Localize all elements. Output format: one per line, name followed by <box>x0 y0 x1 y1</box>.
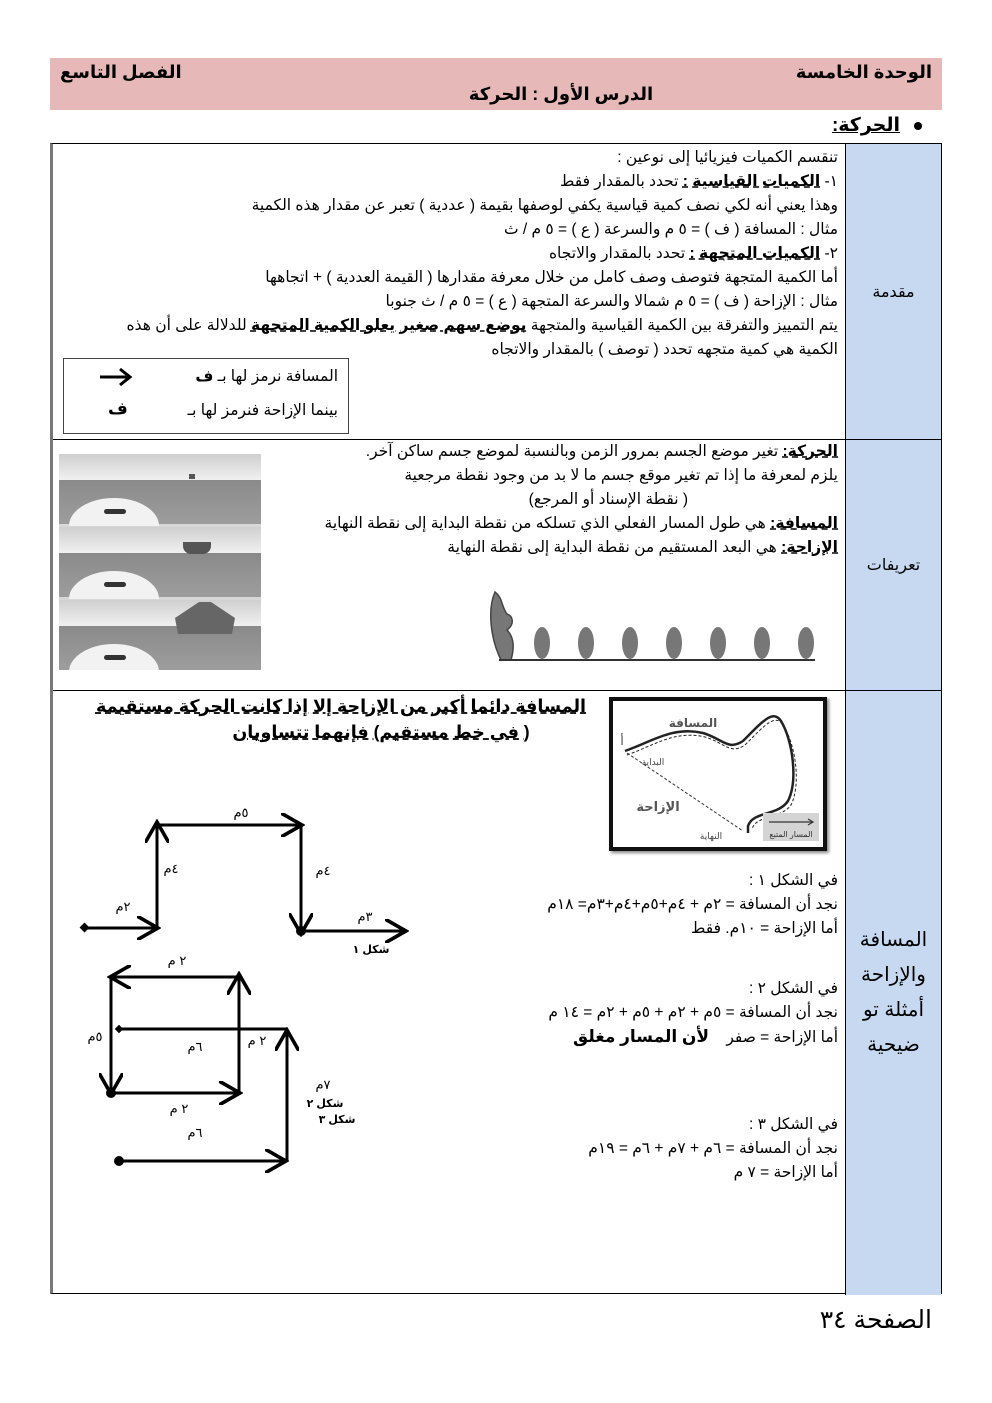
bullet-icon <box>914 122 922 130</box>
intro-row <box>53 144 941 440</box>
svg-text:أ: أ <box>620 734 624 748</box>
svg-text:٢ م: ٢ م <box>169 1101 189 1116</box>
ship-panel <box>59 600 261 670</box>
definitions-text <box>268 440 838 560</box>
arrow-rule: بوضع سهم صغير يعلو الكمية المتجهة <box>250 317 527 334</box>
path-svg <box>613 701 823 847</box>
ship-panel <box>59 454 261 524</box>
examples-label: المسافة والإزاحة أمثلة توضيحية <box>845 691 941 1295</box>
intro-label: مقدمة <box>845 144 941 439</box>
distinction-line-2: الكمية هي كمية متجهه تحدد ( توصف ) بالمقدار والاتجاه <box>491 341 838 358</box>
figure-2 <box>111 977 239 1093</box>
grade-title: الفصل التاسع <box>60 62 182 82</box>
page-number: الصفحة ٣٤ <box>819 1306 932 1334</box>
domino-image <box>485 580 815 672</box>
vector-explain: أما الكمية المتجهة فتوصف وصف كامل من خلال معرفة مقدارها ( القيمة العددية ) + اتجاهها <box>265 269 838 286</box>
vector-line: ٢- الكميات المتجهة : تحدد بالمقدار والاتجاه <box>548 245 838 262</box>
distance-def: المسافة: هي طول المسار الفعلي الذي تسلكه من نقطة البداية إلى نقطة النهاية <box>324 515 838 532</box>
svg-text:شكل ١: شكل ١ <box>352 944 390 956</box>
scalar-term: الكميات القياسية : <box>682 173 821 190</box>
vector-symbol: ف <box>108 399 128 418</box>
intro-line: تنقسم الكميات فيزيائيا إلى نوعين : <box>617 149 838 166</box>
reference-line: يلزم لمعرفة ما إذا تم تغير موقع جسم ما لا بد من وجود نقطة مرجعية <box>404 467 838 484</box>
definitions-label: تعريفات <box>845 440 941 690</box>
displacement-def: الإزاحة: هي البعد المستقيم من نقطة البداية إلى نقطة النهاية <box>447 539 838 556</box>
svg-text:٤م: ٤م <box>163 861 179 876</box>
svg-text:٤م: ٤م <box>315 863 331 878</box>
svg-text:البداية: البداية <box>641 757 665 767</box>
vector-example: مثال : الإزاحة ( ف ) = ٥ م شمالا والسرعة المتجهة ( ع ) = ٥ م / ث جنوبا <box>385 293 838 310</box>
examples-content <box>53 691 844 1295</box>
svg-text:٢ م: ٢ م <box>247 1033 267 1048</box>
fig1-explanation: في الشكل ١ : نجد أن المسافة = ٢م + ٤م+٥م+٤م+٣م= ١٨م أما الإزاحة = ١٠م. فقط <box>547 872 838 937</box>
figure-1 <box>85 825 403 931</box>
svg-text:٣م: ٣م <box>357 909 373 924</box>
intro-text <box>57 146 838 362</box>
distance-vs-displacement-note: المسافة دائما أكبر من الإزاحة إلا إذا كانت الحركة مستقيمة ( في خط مستقيم) فإنهما تتساويان <box>95 696 587 742</box>
svg-text:شكل ٣: شكل ٣ <box>318 1114 356 1126</box>
fig3-explanation: في الشكل ٣ : نجد أن المسافة = ٦م + ٧م + ٦م = ١٩م أما الإزاحة = ٧ م <box>588 1116 838 1181</box>
svg-text:٦م: ٦م <box>187 1039 203 1054</box>
figure-3 <box>119 1029 287 1161</box>
vector-term: الكميات المتجهة : <box>689 245 821 262</box>
examples-row <box>53 691 941 1295</box>
reference-line-2: ( نقطة الإسناد أو المرجع) <box>528 491 688 508</box>
section-heading: الحركة: <box>832 114 922 137</box>
svg-text:شكل ٢: شكل ٢ <box>306 1098 344 1110</box>
svg-text:٥م: ٥م <box>87 1029 103 1044</box>
lesson-title: الدرس الأول : الحركة <box>468 84 654 104</box>
svg-text:المسار المتبع: المسار المتبع <box>769 830 813 839</box>
svg-text:٦م: ٦م <box>187 1125 203 1140</box>
ship-sequence-image <box>59 454 261 670</box>
vector-figures <box>73 751 413 1251</box>
svg-text:المسافة: المسافة <box>668 716 718 730</box>
intro-content <box>53 144 844 439</box>
path-diagram <box>609 697 827 851</box>
header-band <box>50 58 942 110</box>
motion-def: الحركة: تغير موضع الجسم بمرور الزمن وبالنسبة لموضع جسم ساكن آخر. <box>365 443 838 460</box>
definitions-content <box>53 440 844 690</box>
svg-text:النهاية: النهاية <box>699 831 723 841</box>
svg-text:الإزاحة: الإزاحة <box>636 799 680 814</box>
scalar-explain: وهذا يعني أنه لكي نصف كمية قياسية يكفي لوصفها بقيمة ( عددية ) تعبر عن مقدار هذه الكمية <box>251 197 838 214</box>
symbol-box <box>63 358 349 434</box>
definitions-row <box>53 440 941 691</box>
right-arrow-icon <box>98 365 134 389</box>
fig2-explanation: في الشكل ٢ : نجد أن المسافة = ٥م + ٢م + ٥م + ٢م = ١٤ م أما الإزاحة = صفر لأن المسار مغلق <box>548 980 838 1046</box>
svg-text:٧م: ٧م <box>315 1077 331 1092</box>
distance-symbol-line: المسافة نرمز لها بـ ف <box>195 368 338 385</box>
unit-title: الوحدة الخامسة <box>795 62 932 82</box>
lesson-table <box>50 143 942 1294</box>
displacement-symbol-line: بينما الإزاحة فنرمز لها بـ <box>187 402 338 419</box>
svg-text:٢ م: ٢ م <box>167 953 187 968</box>
ship-panel <box>59 527 261 597</box>
scalar-example: مثال : المسافة ( ف ) = ٥ م والسرعة ( ع ) = ٥ م / ث <box>503 221 838 238</box>
svg-text:٢م: ٢م <box>115 899 131 914</box>
scalar-line: ١- الكميات القياسية : تحدد بالمقدار فقط <box>560 173 838 190</box>
svg-text:٥م: ٥م <box>233 805 249 820</box>
distinction-line: يتم التمييز والتفرقة بين الكمية القياسية والمتجهة بوضع سهم صغير يعلو الكمية المتجهة للدلالة على أن هذه <box>126 317 838 334</box>
